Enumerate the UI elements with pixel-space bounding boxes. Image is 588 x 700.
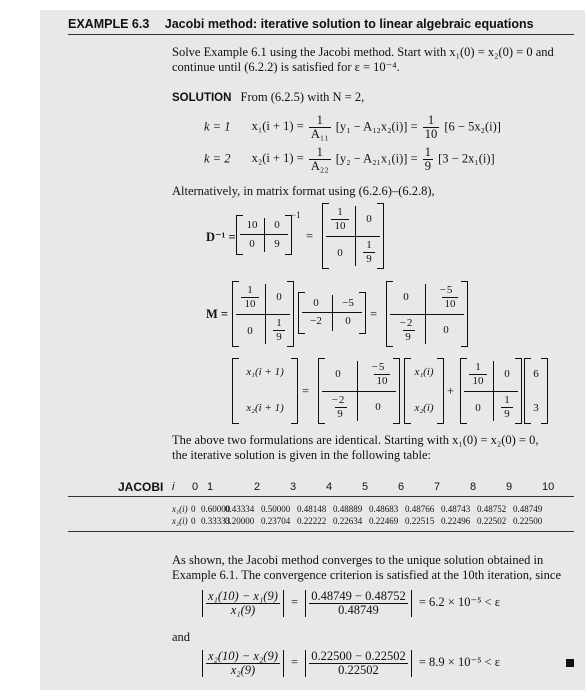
converge-line-1: As shown, the Jacobi method converges to the unique solution obtained in — [172, 553, 544, 567]
k1-frac2: $\frac{1}{10}$ — [424, 113, 438, 141]
table-label: JACOBI — [118, 480, 164, 494]
solution-text: From (6.2.5) with N = 2, — [240, 90, 365, 104]
converge-line-2: Example 6.1. The convergence criterion is satisfied at the 10th iteration, since — [172, 568, 561, 582]
header-rule — [68, 34, 574, 35]
k1-rhs: [6 − 5x₂(i)] — [444, 119, 501, 134]
example-panel — [40, 10, 585, 690]
criterion-1: $\frac{\text{x₁(10) − x₁(9)}}{\text{x₁(9)}}$ = $\frac{0.48749 - 0.48752}{0.48749}$ = 6.2 × 10⁻⁵ < ε — [202, 590, 500, 617]
k2-frac2: $\frac{1}{9}$ — [424, 145, 431, 173]
m-equals: = — [370, 307, 378, 321]
and-text: and — [172, 630, 191, 644]
k2-label: k = 2 — [204, 151, 231, 166]
table-cell: 0.22469 — [369, 516, 399, 526]
end-of-example-square — [566, 659, 574, 667]
table-column-header: 10 — [542, 481, 555, 493]
table-column-header: 2 — [254, 481, 261, 493]
alternative-text: Alternatively, in matrix format using (6.2.6)–(6.2.8), — [172, 184, 435, 198]
k1-mid: [y₁ − A₁₂x₂(i)] = — [335, 119, 418, 134]
table-row-label: x₁(i) — [172, 504, 188, 514]
table-rule-bottom — [68, 531, 574, 532]
example-header — [68, 17, 534, 31]
example-label: EXAMPLE 6.3 — [68, 17, 150, 31]
k2-lhs: x₂(i + 1) = — [251, 151, 304, 166]
identical-line-1: The above two formulations are identical. Starting with x₁(0) = x₂(0) = 0, — [172, 433, 539, 447]
table-row-label: x₂(i) — [172, 516, 188, 526]
iter-lhs-vector: x₁(i + 1) x₂(i + 1) — [232, 358, 298, 424]
table-cell: 0.23704 — [261, 516, 291, 526]
iter-x-vector: x₁(i) x₂(i) — [404, 358, 444, 424]
iter-equals: = — [302, 384, 310, 398]
m-offdiag-matrix: 0 −5 −2 0 — [298, 292, 366, 334]
dinv-label: D⁻¹ = — [206, 230, 236, 244]
intro-line-2: continue until (6.2.2) is satisfied for ε = 10⁻⁴. — [172, 60, 400, 74]
dinv-result-matrix: 1 10 0 0 1 9 — [322, 203, 384, 269]
table-column-header: 3 — [290, 481, 297, 493]
table-cell: 0.48889 — [333, 504, 363, 514]
table-cell: 0.48752 — [477, 504, 507, 514]
identical-line-2: the iterative solution is given in the following table: — [172, 448, 431, 462]
iter-m-matrix: 0 − 5 10 − 2 9 0 — [318, 358, 400, 424]
table-cell: 0.22222 — [297, 516, 327, 526]
table-cell: 0.50000 — [261, 504, 291, 514]
table-column-header: 4 — [326, 481, 333, 493]
table-cell: 0.60000 — [201, 504, 231, 514]
k2-mid: [y₂ − A₂₁x₁(i)] = — [335, 151, 418, 166]
criterion-2: $\frac{\text{x₂(10) − x₂(9)}}{\text{x₂(9)}}$ = $\frac{0.22500 - 0.22502}{0.22502}$ = 8.9 × 10⁻⁵ < ε — [202, 650, 500, 677]
table-cell: 0.48766 — [405, 504, 435, 514]
k2-rhs: [3 − 2x₁(i)] — [438, 151, 495, 166]
table-column-header: 7 — [434, 481, 441, 493]
table-cell: 0 — [191, 504, 196, 514]
m-result-matrix: 0 − 5 10 − 2 9 0 — [386, 281, 468, 347]
iter-dinv-matrix: 1 10 0 0 1 9 — [460, 358, 522, 424]
table-cell: 0.22502 — [477, 516, 507, 526]
table-cell: 0.20000 — [225, 516, 255, 526]
table-column-header: 9 — [506, 481, 513, 493]
k2-frac: $\frac{1}{\text{A₂₂}}$ — [310, 145, 329, 173]
table-cell: 0 — [191, 516, 196, 526]
dinv-equals: = — [306, 229, 314, 243]
solution-line — [172, 90, 364, 106]
table-cell: 0.22634 — [333, 516, 363, 526]
table-column-header: 8 — [470, 481, 477, 493]
k1-label: k = 1 — [204, 119, 231, 134]
example-title: Jacobi method: iterative solution to linear algebraic equations — [164, 17, 534, 31]
iter-y-vector: 6 3 — [524, 358, 548, 424]
solution-label: SOLUTION — [172, 92, 232, 104]
table-cell: 0.22515 — [405, 516, 435, 526]
table-cell: 0.48743 — [441, 504, 471, 514]
table-column-header: 0 — [192, 481, 199, 493]
table-cell: 0.48148 — [297, 504, 327, 514]
intro-line-1: Solve Example 6.1 using the Jacobi method. Start with x₁(0) = x₂(0) = 0 and — [172, 45, 554, 59]
m-label: M = — [206, 307, 229, 321]
table-cell: 0.22500 — [513, 516, 543, 526]
inverse-exponent: −1 — [291, 210, 301, 220]
table-column-header: 1 — [207, 481, 214, 493]
table-rule-top — [68, 496, 574, 497]
iter-plus: + — [447, 384, 455, 398]
table-cell: 0.22496 — [441, 516, 471, 526]
equation-k2 — [204, 146, 495, 173]
d-matrix: 10 0 0 9 — [236, 215, 292, 255]
equation-k1 — [204, 114, 501, 141]
table-cell: 0.48749 — [513, 504, 543, 514]
table-column-header: 6 — [398, 481, 405, 493]
k1-frac: $\frac{1}{\text{A₁₁}}$ — [310, 113, 329, 141]
table-index-label: i — [172, 481, 175, 493]
m-dinv-matrix: 1 10 0 0 1 9 — [232, 281, 294, 347]
k1-lhs: x₁(i + 1) = — [251, 119, 304, 134]
table-cell: 0.48683 — [369, 504, 399, 514]
table-cell: 0.33333 — [201, 516, 231, 526]
table-cell: 0.43334 — [225, 504, 255, 514]
table-column-header: 5 — [362, 481, 369, 493]
